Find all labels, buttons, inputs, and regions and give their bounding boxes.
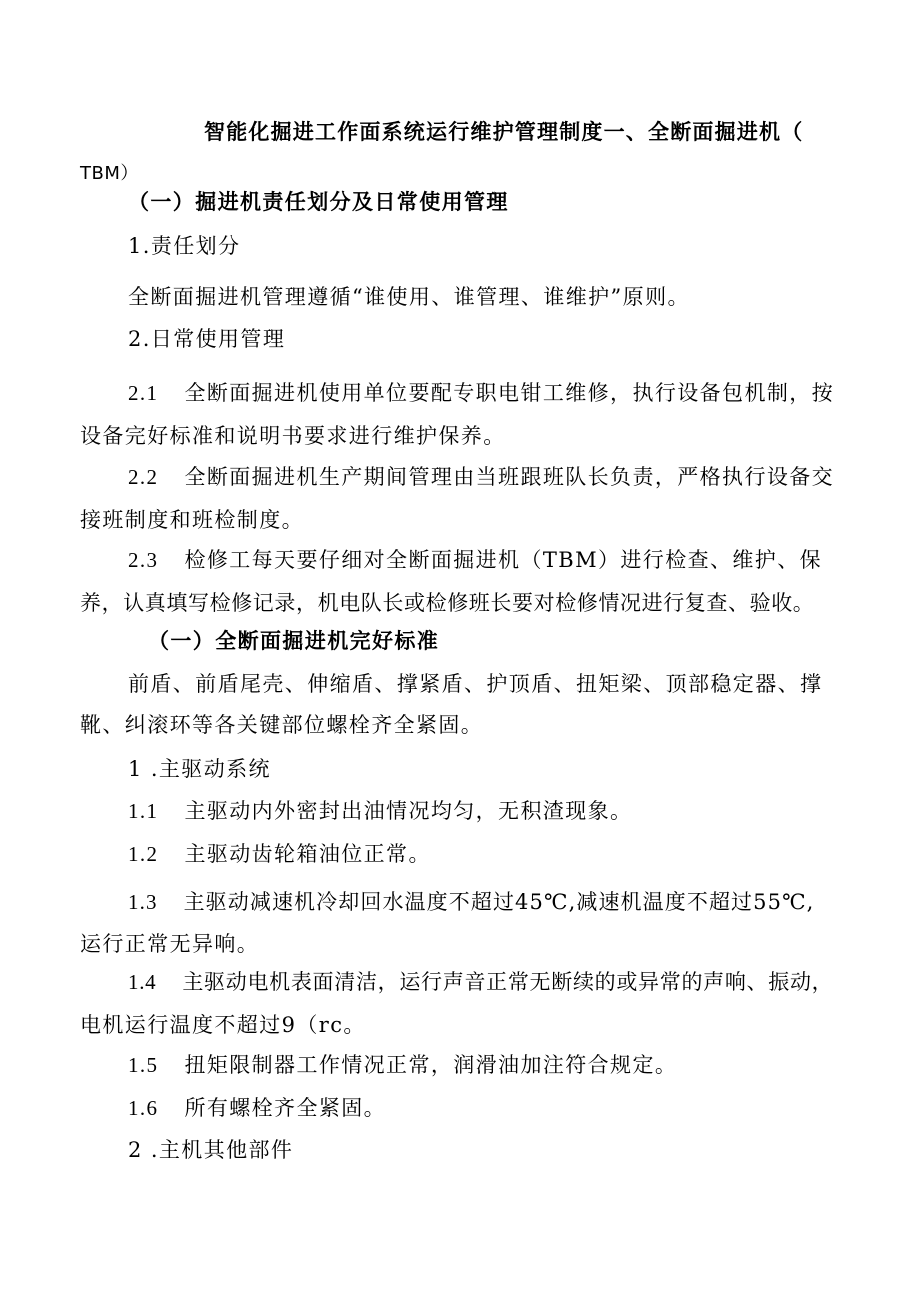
clause-number: 2.2 <box>128 465 159 489</box>
clause-text: 扭矩限制器工作情况正常，润滑油加注符合规定。 <box>184 1053 678 1077</box>
paragraph: 全断面掘进机管理遵循“谁使用、谁管理、谁维护”原则。 <box>128 285 690 309</box>
subsection-label: 1.责任划分 <box>128 234 241 258</box>
clause-continuation: 电机运行温度不超过9（rc。 <box>80 1013 366 1037</box>
clause-line <box>128 546 822 574</box>
section-heading: （一）掘进机责任划分及日常使用管理 <box>128 189 509 214</box>
clause-number: 1.2 <box>128 842 159 866</box>
clause-line <box>128 379 834 407</box>
clause-text: 检修工每天要仔细对全断面掘进机（TBM）进行检查、维护、保 <box>184 548 822 572</box>
clause-number: 2.3 <box>128 548 159 572</box>
document-title: 智能化掘进工作面系统运行维护管理制度一、全断面掘进机（ <box>204 119 804 144</box>
clause-number: 1.3 <box>128 890 158 914</box>
clause-line <box>128 968 833 996</box>
clause-line <box>128 840 431 868</box>
clause-line <box>128 1051 677 1079</box>
subsection-label: 2 .主机其他部件 <box>128 1138 294 1162</box>
clause-text: 主驱动内外密封出油情况均匀，无积渣现象。 <box>184 799 633 823</box>
clause-text: 所有螺栓齐全紧固。 <box>184 1096 387 1120</box>
clause-continuation: 运行正常无异响。 <box>80 932 260 956</box>
clause-line <box>128 1094 386 1122</box>
section-heading: （一）全断面掘进机完好标准 <box>148 628 440 653</box>
clause-line <box>128 797 632 825</box>
document-title-continued: TBM） <box>80 163 139 184</box>
clause-number: 1.5 <box>128 1053 159 1077</box>
paragraph: 前盾、前盾尾壳、伸缩盾、撑紧盾、护顶盾、扭矩梁、顶部稳定器、撑 <box>128 672 823 696</box>
clause-number: 1.1 <box>128 799 159 823</box>
clause-text: 主驱动齿轮箱油位正常。 <box>184 842 431 866</box>
paragraph-continuation: 靴、纠滚环等各关键部位螺栓齐全紧固。 <box>80 713 484 737</box>
clause-continuation: 养，认真填写检修记录，机电队长或检修班长要对检修情况进行复查、验收。 <box>80 591 815 615</box>
subsection-label: 1 .主驱动系统 <box>128 757 271 781</box>
clause-text: 全断面掘进机使用单位要配专职电钳工维修，执行设备包机制，按 <box>184 381 835 405</box>
clause-text: 全断面掘进机生产期间管理由当班跟班队长负责，严格执行设备交 <box>184 465 835 489</box>
clause-text: 主驱动电机表面清洁，运行声音正常无断续的或异常的声响、振动， <box>182 970 834 994</box>
subsection-label: 2.日常使用管理 <box>128 327 286 351</box>
clause-number: 2.1 <box>128 381 159 405</box>
clause-line <box>128 888 814 916</box>
clause-line <box>128 463 834 491</box>
clause-number: 1.4 <box>128 970 157 994</box>
clause-continuation: 设备完好标准和说明书要求进行维护保养。 <box>80 424 506 448</box>
clause-text: 主驱动减速机冷却回水温度不超过45℃,减速机温度不超过55℃, <box>183 890 815 914</box>
clause-continuation: 接班制度和班检制度。 <box>80 508 304 532</box>
clause-number: 1.6 <box>128 1096 159 1120</box>
